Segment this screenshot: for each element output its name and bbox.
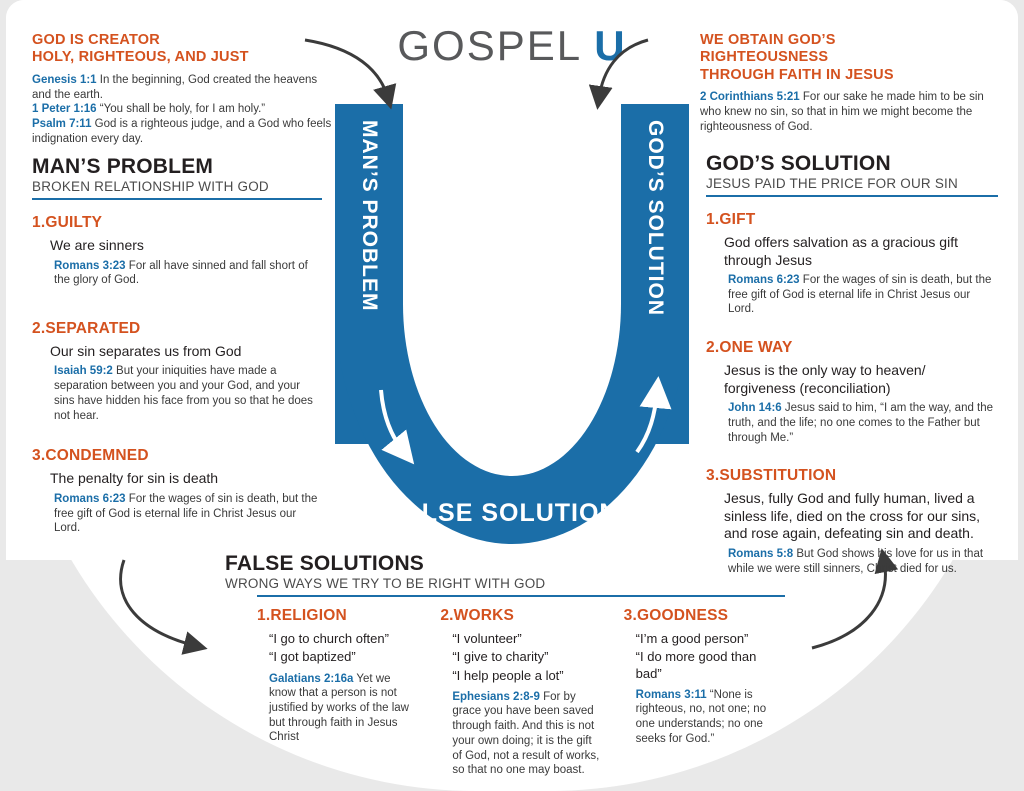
note-right-title-3: THROUGH FAITH IN JESUS (700, 66, 894, 83)
item-verse (54, 492, 322, 536)
item-title (257, 607, 418, 625)
item-verse (269, 672, 418, 746)
note-left-title-2: HOLY, RIGHTEOUS, AND JUST (32, 49, 249, 66)
verse-ref: Romans 3:11 (635, 688, 707, 701)
note-left-verse-1 (32, 73, 332, 102)
false-solutions-item (624, 607, 785, 778)
note-right-title-1: WE OBTAIN GOD’S (700, 32, 836, 48)
divider (706, 195, 998, 197)
item-number: 1. (257, 607, 271, 624)
note-right-title-2: RIGHTEOUSNESS (700, 49, 829, 66)
item-quote: “I’m a good person” (635, 631, 749, 646)
item-title (32, 214, 322, 232)
mans-problem-heading: MAN’S PROBLEM (32, 155, 214, 178)
verse-ref: Galatians 2:16a (269, 672, 354, 685)
item-label: WORKS (453, 607, 515, 624)
verse-ref: Romans 3:23 (54, 259, 126, 272)
item-title (706, 467, 998, 485)
divider (32, 198, 322, 200)
item-quote: “I help people a lot” (452, 667, 564, 683)
false-solutions-heading: FALSE SOLUTIONS (225, 552, 425, 575)
verse-text: Yet we know that a person is not justified by works of the law but through faith in Jesus Christ (269, 672, 409, 744)
gods-solution-subheading: JESUS PAID THE PRICE FOR OUR SIN (706, 176, 958, 191)
u-label-mans-problem: MAN’S PROBLEM (358, 120, 381, 312)
verse-text: Jesus said to him, “I am the way, and the truth, and the life; no one comes to the Father but through Me.” (728, 402, 994, 444)
item-number: 2. (706, 339, 720, 357)
item-verse (54, 259, 322, 288)
brand-u: U (594, 22, 627, 69)
item-number: 3. (706, 467, 720, 485)
note-right-verse-1 (700, 90, 1000, 134)
item-statement: We are sinners (50, 237, 144, 253)
section-false-solutions (225, 552, 785, 778)
verse-text: “None is righteous, no, not one; no one understands; no one seeks for God.” (635, 688, 767, 745)
verse-text: For our sake he made him to be sin who knew no sin, so that in him we might become the righteousness of God. (700, 91, 984, 133)
section-gods-solution (706, 152, 998, 576)
item-quote: “I got baptized” (269, 649, 356, 665)
false-solutions-item (257, 607, 418, 778)
divider (257, 595, 785, 597)
note-god-is-creator (32, 32, 332, 146)
item-statement: Jesus, fully God and fully human, lived a sinless life, died on the cross for our sins, and rose again, defeating sin and death. (724, 490, 981, 542)
false-solutions-subheading: WRONG WAYS WE TRY TO BE RIGHT WITH GOD (225, 576, 546, 591)
item-number: 2. (440, 607, 454, 624)
item-statement: The penalty for sin is death (50, 470, 219, 487)
item-title (706, 211, 998, 229)
section-mans-problem (32, 155, 322, 536)
verse-text: For the wages of sin is death, but the free gift of God is eternal life in Christ Jesus our Lord. (54, 492, 318, 535)
verse-text: “You shall be holy, for I am holy.” (96, 103, 266, 116)
false-solutions-item (440, 607, 601, 778)
item-statement: God offers salvation as a gracious gift through Jesus (724, 234, 958, 268)
item-verse (728, 401, 998, 445)
note-left-verse-2 (32, 102, 332, 117)
gods-solution-heading: GOD’S SOLUTION (706, 152, 891, 175)
item-quote: “I do more good than bad” (635, 649, 757, 681)
item-label: ONE WAY (719, 339, 793, 357)
verse-ref: Genesis 1:1 (32, 73, 97, 86)
item-title (32, 447, 322, 465)
verse-text: For the wages of sin is death, but the free gift of God is eternal life in Christ Jesus our Lord. (728, 274, 992, 316)
mans-problem-item (32, 447, 322, 536)
mans-problem-subheading: BROKEN RELATIONSHIP WITH GOD (32, 179, 269, 194)
item-number: 1. (32, 214, 46, 231)
verse-ref: Isaiah 59:2 (54, 365, 113, 378)
item-verse (54, 364, 322, 423)
mans-problem-item (32, 214, 322, 288)
item-verse (728, 273, 998, 317)
item-label: GUILTY (45, 214, 103, 231)
item-number: 3. (623, 607, 637, 624)
brand-word: GOSPEL (397, 22, 595, 69)
verse-ref: Romans 5:8 (728, 547, 794, 560)
verse-ref: 1 Peter 1:16 (32, 103, 97, 116)
verse-text: God is a righteous judge, and a God who feels indignation every day. (32, 117, 332, 145)
item-number: 1. (706, 211, 720, 228)
item-quote: “I volunteer” (452, 631, 522, 646)
item-label: GOODNESS (636, 607, 729, 624)
verse-ref: Ephesians 2:8-9 (452, 690, 540, 703)
item-label: SEPARATED (45, 319, 141, 337)
gods-solution-item (706, 211, 998, 317)
item-quote: “I go to church often” (269, 631, 389, 646)
verse-ref: Psalm 7:11 (32, 117, 92, 130)
item-label: CONDEMNED (45, 447, 149, 465)
gods-solution-item (706, 339, 998, 445)
item-statement: Jesus is the only way to heaven/ forgiveness (reconciliation) (724, 362, 926, 396)
verse-text: But God shows his love for us in that while we were still sinners, Christ died for us. (728, 547, 984, 575)
mans-problem-item (32, 320, 322, 423)
item-statement: Our sin separates us from God (50, 342, 242, 359)
item-title (624, 607, 785, 625)
verse-ref: 2 Corinthians 5:21 (700, 91, 800, 104)
item-label: RELIGION (270, 607, 347, 624)
verse-text: But your iniquities have made a separation between you and your God, and your sins have hidden his face from you so that he does not hear. (54, 365, 313, 422)
verse-text: For all have sinned and fall short of the glory of God. (54, 259, 308, 287)
note-obtain-righteousness (700, 32, 1000, 134)
item-number: 2. (32, 319, 46, 337)
item-label: SUBSTITUTION (719, 467, 837, 485)
verse-text: For by grace you have been saved through faith. And this is not your own doing; it is the gift of God, not a result of works, so that no one may boast. (452, 690, 600, 777)
verse-ref: Romans 6:23 (728, 274, 800, 286)
note-left-title-1: GOD IS CREATOR (32, 32, 160, 48)
item-title (706, 339, 998, 357)
u-diagram (335, 104, 689, 544)
u-label-gods-solution: GOD’S SOLUTION (644, 120, 667, 317)
u-label-false-solutions: FALSE SOLUTIONS (387, 499, 637, 527)
verse-text: In the beginning, God created the heavens and the earth. (32, 73, 318, 101)
item-verse (452, 690, 601, 778)
verse-ref: John 14:6 (728, 402, 782, 415)
verse-ref: Romans 6:23 (54, 492, 126, 505)
item-label: GIFT (719, 211, 756, 228)
item-number: 3. (32, 447, 46, 465)
note-left-verse-3 (32, 117, 332, 146)
item-title (32, 320, 322, 338)
item-quote: “I give to charity” (452, 649, 549, 665)
item-verse (636, 688, 785, 747)
item-title (440, 607, 601, 625)
